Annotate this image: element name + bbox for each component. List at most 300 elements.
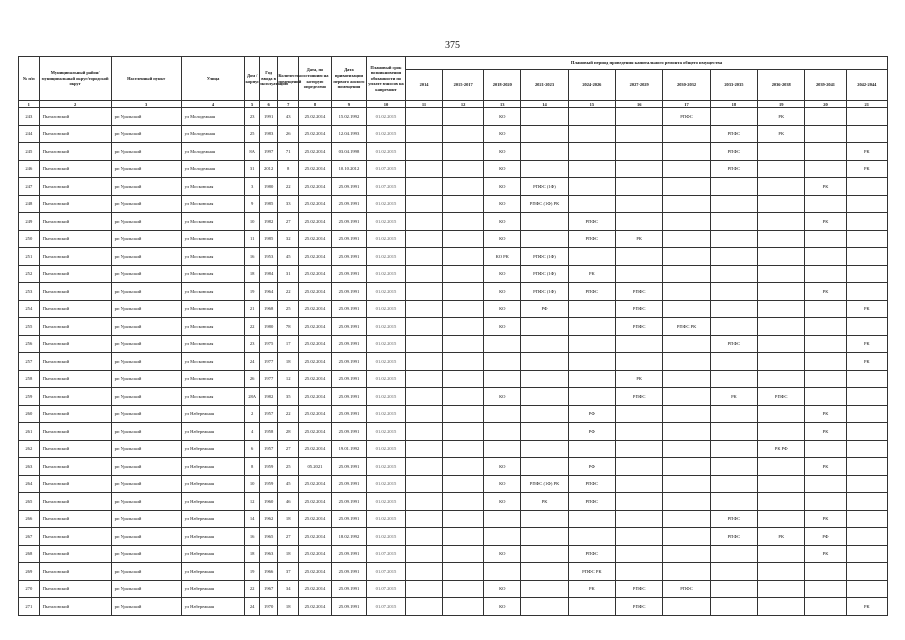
cell-date-privatization: 25.09.1991 [331, 265, 366, 283]
cell-settlement: рп Уральский [111, 388, 181, 406]
cell-settlement: рп Уральский [111, 493, 181, 511]
cell-plan-2024-2026 [568, 143, 615, 161]
cell-plan-2014 [406, 458, 443, 476]
table-row [19, 230, 888, 248]
cell-plan-2015-2017 [443, 300, 484, 318]
cell-plan-2033-2035: РПФС [710, 510, 757, 528]
cell-plan-2015-2017 [443, 353, 484, 371]
cell-plan-2021-2023 [521, 563, 568, 581]
cell-plan-period: 01.07.2015 [366, 563, 405, 581]
cell-date-state: 25.02.2014 [298, 423, 331, 441]
cell-plan-2036-2038 [758, 458, 805, 476]
cell-plan-2015-2017 [443, 458, 484, 476]
cell-plan-2033-2035 [710, 405, 757, 423]
table-row [19, 475, 888, 493]
cell-plan-period: 01.02.2015 [366, 300, 405, 318]
table-row [19, 545, 888, 563]
cell-plan-2018-2020: КО [484, 388, 521, 406]
cell-number: 254 [19, 300, 40, 318]
cell-year: 1957 [259, 405, 278, 423]
cell-street: ул Набережная [181, 528, 245, 546]
cell-date-state: 25.02.2014 [298, 335, 331, 353]
table-row [19, 318, 888, 336]
cell-municipality: Пыталовский [39, 178, 111, 196]
cell-plan-period: 01.02.2015 [366, 248, 405, 266]
table-row [19, 405, 888, 423]
table-row [19, 248, 888, 266]
cell-plan-2018-2020: КО [484, 475, 521, 493]
cell-street: ул Набережная [181, 545, 245, 563]
cell-date-state: 25.02.2014 [298, 545, 331, 563]
cell-plan-2021-2023: РК [521, 493, 568, 511]
cell-date-state: 25.02.2014 [298, 510, 331, 528]
cell-plan-2018-2020: КО [484, 108, 521, 126]
cell-street: ул Набережная [181, 580, 245, 598]
cell-date-state: 05.2021 [298, 458, 331, 476]
cell-date-state: 25.02.2014 [298, 195, 331, 213]
cell-plan-2027-2029 [616, 335, 663, 353]
cell-plan-2024-2026 [568, 510, 615, 528]
cell-plan-2015-2017 [443, 335, 484, 353]
cell-date-privatization: 25.09.1991 [331, 475, 366, 493]
cell-plan-2014 [406, 178, 443, 196]
cell-plan-2042-2044 [846, 265, 887, 283]
cell-plan-2039-2041: РК [805, 178, 846, 196]
cell-plan-2014 [406, 265, 443, 283]
cell-house: 8 [245, 458, 259, 476]
header-plan-group: Плановый период проведения капитального ремонта общего имущества [406, 57, 888, 70]
cell-settlement: рп Уральский [111, 580, 181, 598]
cell-plan-2021-2023 [521, 125, 568, 143]
cell-plan-2039-2041: РК [805, 283, 846, 301]
cell-date-privatization: 15.02.1992 [331, 108, 366, 126]
cell-house: 4 [245, 423, 259, 441]
header-period: 2024-2026 [568, 70, 615, 101]
cell-plan-2021-2023 [521, 458, 568, 476]
cell-date-privatization: 25.09.1991 [331, 178, 366, 196]
cell-plan-2024-2026 [568, 388, 615, 406]
cell-plan-2014 [406, 318, 443, 336]
cell-municipality: Пыталовский [39, 265, 111, 283]
cell-plan-2042-2044: РК [846, 335, 887, 353]
cell-plan-2021-2023 [521, 545, 568, 563]
cell-plan-2033-2035 [710, 563, 757, 581]
cell-plan-2014 [406, 213, 443, 231]
cell-plan-2014 [406, 528, 443, 546]
cell-plan-2039-2041 [805, 598, 846, 616]
cell-plan-2036-2038 [758, 493, 805, 511]
cell-date-state: 25.02.2014 [298, 475, 331, 493]
cell-plan-2033-2035 [710, 108, 757, 126]
cell-apartments: 27 [278, 213, 299, 231]
cell-plan-2030-2032 [663, 405, 710, 423]
cell-plan-2033-2035 [710, 248, 757, 266]
cell-plan-2033-2035: РПФС [710, 143, 757, 161]
cell-municipality: Пыталовский [39, 458, 111, 476]
cell-municipality: Пыталовский [39, 580, 111, 598]
cell-plan-2027-2029 [616, 248, 663, 266]
cell-plan-2036-2038 [758, 563, 805, 581]
cell-plan-2030-2032 [663, 440, 710, 458]
cell-apartments: 45 [278, 248, 299, 266]
cell-number: 267 [19, 528, 40, 546]
cell-plan-2021-2023: РПФС (1Ф) [521, 265, 568, 283]
cell-house: 2 [245, 405, 259, 423]
cell-date-privatization: 25.09.1991 [331, 405, 366, 423]
cell-plan-2039-2041: РК [805, 510, 846, 528]
cell-settlement: рп Уральский [111, 528, 181, 546]
cell-plan-period: 01.02.2015 [366, 458, 405, 476]
header-period: 2015-2017 [443, 70, 484, 101]
cell-plan-2014 [406, 283, 443, 301]
cell-plan-2030-2032: РПФС [663, 108, 710, 126]
cell-plan-2024-2026 [568, 353, 615, 371]
table-row [19, 370, 888, 388]
table-row [19, 178, 888, 196]
cell-settlement: рп Уральский [111, 318, 181, 336]
cell-date-privatization: 12.04.1993 [331, 125, 366, 143]
cell-plan-2014 [406, 370, 443, 388]
cell-number: 256 [19, 335, 40, 353]
cell-plan-2021-2023 [521, 388, 568, 406]
cell-plan-2027-2029 [616, 563, 663, 581]
cell-plan-2033-2035 [710, 580, 757, 598]
cell-apartments: 17 [278, 335, 299, 353]
cell-plan-2027-2029: РПФС [616, 598, 663, 616]
cell-date-privatization: 25.09.1991 [331, 563, 366, 581]
cell-settlement: рп Уральский [111, 458, 181, 476]
cell-plan-2036-2038 [758, 143, 805, 161]
cell-plan-2039-2041 [805, 143, 846, 161]
cell-house: 10 [245, 213, 259, 231]
cell-date-state: 25.02.2014 [298, 283, 331, 301]
cell-plan-2039-2041 [805, 265, 846, 283]
cell-plan-2036-2038 [758, 283, 805, 301]
cell-plan-2015-2017 [443, 423, 484, 441]
cell-plan-2042-2044 [846, 493, 887, 511]
cell-street: ул Московская [181, 230, 245, 248]
cell-plan-2018-2020: КО [484, 160, 521, 178]
cell-house: 14 [245, 510, 259, 528]
cell-plan-2024-2026: РК [568, 580, 615, 598]
cell-plan-2021-2023: РПФС (1Ф) РК [521, 475, 568, 493]
cell-year: 1977 [259, 353, 278, 371]
header-date-privatization: Дата приватизации первого жилого помещения [331, 57, 366, 101]
cell-municipality: Пыталовский [39, 510, 111, 528]
cell-plan-2033-2035 [710, 545, 757, 563]
cell-plan-2024-2026 [568, 440, 615, 458]
cell-plan-period: 01.02.2015 [366, 510, 405, 528]
cell-settlement: рп Уральский [111, 475, 181, 493]
cell-house: 8А [245, 143, 259, 161]
table-row [19, 125, 888, 143]
cell-plan-period: 01.07.2015 [366, 598, 405, 616]
cell-municipality: Пыталовский [39, 160, 111, 178]
cell-plan-period: 01.02.2015 [366, 423, 405, 441]
cell-plan-2036-2038 [758, 248, 805, 266]
header-period: 2042-2044 [846, 70, 887, 101]
cell-plan-2030-2032 [663, 423, 710, 441]
cell-settlement: рп Уральский [111, 125, 181, 143]
cell-plan-2015-2017 [443, 563, 484, 581]
cell-plan-2036-2038 [758, 160, 805, 178]
cell-plan-2042-2044 [846, 248, 887, 266]
cell-house: 24 [245, 353, 259, 371]
cell-settlement: рп Уральский [111, 563, 181, 581]
cell-year: 1968 [259, 300, 278, 318]
cell-plan-2036-2038 [758, 353, 805, 371]
cell-house: 16 [245, 248, 259, 266]
cell-house: 21 [245, 300, 259, 318]
cell-plan-2027-2029: РК [616, 230, 663, 248]
cell-plan-2042-2044 [846, 318, 887, 336]
cell-house: 10 [245, 475, 259, 493]
cell-plan-2021-2023 [521, 423, 568, 441]
cell-number: 266 [19, 510, 40, 528]
cell-street: ул Набережная [181, 598, 245, 616]
cell-plan-2018-2020: КО [484, 598, 521, 616]
column-index: 4 [181, 101, 245, 108]
cell-plan-2027-2029 [616, 510, 663, 528]
cell-municipality: Пыталовский [39, 300, 111, 318]
cell-municipality: Пыталовский [39, 195, 111, 213]
cell-plan-period: 01.02.2015 [366, 143, 405, 161]
cell-settlement: рп Уральский [111, 545, 181, 563]
cell-number: 246 [19, 160, 40, 178]
cell-plan-2021-2023 [521, 230, 568, 248]
cell-year: 1984 [259, 265, 278, 283]
cell-street: ул Набережная [181, 458, 245, 476]
cell-plan-2030-2032 [663, 248, 710, 266]
cell-settlement: рп Уральский [111, 370, 181, 388]
cell-plan-2027-2029: РПФС [616, 388, 663, 406]
cell-apartments: 12 [278, 370, 299, 388]
cell-plan-2042-2044 [846, 405, 887, 423]
cell-apartments: 25 [278, 458, 299, 476]
cell-date-state: 25.02.2014 [298, 493, 331, 511]
cell-number: 252 [19, 265, 40, 283]
cell-plan-2027-2029 [616, 440, 663, 458]
cell-plan-2024-2026: РФ [568, 405, 615, 423]
cell-street: ул Набережная [181, 440, 245, 458]
cell-house: 23 [245, 335, 259, 353]
cell-plan-2030-2032 [663, 545, 710, 563]
cell-street: ул Московская [181, 195, 245, 213]
cell-date-state: 25.02.2014 [298, 300, 331, 318]
cell-plan-period: 01.02.2015 [366, 405, 405, 423]
cell-plan-2018-2020: КО [484, 300, 521, 318]
cell-plan-2021-2023: РФ [521, 300, 568, 318]
cell-plan-2042-2044 [846, 475, 887, 493]
cell-plan-2018-2020 [484, 423, 521, 441]
cell-street: ул Московская [181, 388, 245, 406]
cell-municipality: Пыталовский [39, 230, 111, 248]
cell-plan-2030-2032 [663, 178, 710, 196]
cell-number: 264 [19, 475, 40, 493]
cell-plan-2033-2035: РПФС [710, 528, 757, 546]
header-period: 2030-2032 [663, 70, 710, 101]
cell-plan-2036-2038: РК РФ [758, 440, 805, 458]
cell-plan-period: 01.02.2015 [366, 318, 405, 336]
cell-apartments: 22 [278, 405, 299, 423]
cell-plan-2027-2029 [616, 265, 663, 283]
cell-municipality: Пыталовский [39, 143, 111, 161]
cell-plan-2021-2023 [521, 580, 568, 598]
cell-plan-2039-2041 [805, 353, 846, 371]
table-row [19, 213, 888, 231]
cell-year: 1965 [259, 528, 278, 546]
cell-plan-2027-2029 [616, 178, 663, 196]
cell-year: 1991 [259, 108, 278, 126]
cell-plan-period: 01.07.2015 [366, 545, 405, 563]
cell-municipality: Пыталовский [39, 545, 111, 563]
cell-plan-period: 01.02.2015 [366, 213, 405, 231]
cell-plan-2021-2023 [521, 213, 568, 231]
cell-number: 248 [19, 195, 40, 213]
column-index: 15 [568, 101, 615, 108]
cell-number: 245 [19, 143, 40, 161]
cell-plan-2030-2032 [663, 195, 710, 213]
cell-date-privatization: 25.09.1991 [331, 283, 366, 301]
page-number: 375 [445, 40, 460, 51]
cell-street: ул Молодежная [181, 143, 245, 161]
cell-plan-2024-2026: РФ [568, 423, 615, 441]
cell-plan-2042-2044 [846, 213, 887, 231]
capital-repair-table-container [18, 56, 888, 616]
cell-date-state: 25.02.2014 [298, 213, 331, 231]
cell-settlement: рп Уральский [111, 195, 181, 213]
cell-settlement: рп Уральский [111, 213, 181, 231]
table-row [19, 160, 888, 178]
header-settlement: Населенный пункт [111, 57, 181, 101]
table-row [19, 440, 888, 458]
header-num: № п/п [19, 57, 40, 101]
cell-plan-2024-2026: РПФС [568, 283, 615, 301]
cell-plan-2042-2044: РК [846, 300, 887, 318]
cell-street: ул Набережная [181, 510, 245, 528]
cell-plan-2014 [406, 545, 443, 563]
header-street: Улица [181, 57, 245, 101]
cell-year: 1997 [259, 143, 278, 161]
cell-plan-2030-2032 [663, 160, 710, 178]
cell-plan-2024-2026: РПФС [568, 545, 615, 563]
cell-apartments: 43 [278, 108, 299, 126]
cell-plan-2030-2032 [663, 458, 710, 476]
cell-plan-2014 [406, 580, 443, 598]
cell-plan-2039-2041 [805, 160, 846, 178]
cell-municipality: Пыталовский [39, 318, 111, 336]
cell-plan-2042-2044 [846, 370, 887, 388]
cell-plan-2036-2038 [758, 405, 805, 423]
cell-year: 1977 [259, 370, 278, 388]
table-row [19, 598, 888, 616]
cell-plan-2021-2023 [521, 160, 568, 178]
cell-date-state: 25.02.2014 [298, 125, 331, 143]
cell-plan-2027-2029 [616, 160, 663, 178]
cell-plan-period: 01.02.2015 [366, 353, 405, 371]
cell-apartments: 34 [278, 580, 299, 598]
cell-plan-2024-2026: РПФС РК [568, 563, 615, 581]
header-period: 2027-2029 [616, 70, 663, 101]
cell-plan-2039-2041 [805, 318, 846, 336]
column-index: 1 [19, 101, 40, 108]
cell-street: ул Набережная [181, 493, 245, 511]
cell-plan-2030-2032 [663, 528, 710, 546]
cell-plan-2015-2017 [443, 108, 484, 126]
cell-street: ул Московская [181, 353, 245, 371]
cell-plan-2018-2020: КО РК [484, 248, 521, 266]
cell-plan-2030-2032 [663, 335, 710, 353]
column-index: 20 [805, 101, 846, 108]
cell-plan-2042-2044 [846, 178, 887, 196]
cell-plan-2030-2032 [663, 125, 710, 143]
cell-plan-2018-2020: КО [484, 545, 521, 563]
cell-plan-2042-2044 [846, 580, 887, 598]
cell-plan-2030-2032: РПФС [663, 580, 710, 598]
cell-plan-2033-2035 [710, 493, 757, 511]
cell-date-privatization: 25.09.1991 [331, 580, 366, 598]
cell-plan-2015-2017 [443, 195, 484, 213]
cell-plan-2039-2041 [805, 300, 846, 318]
table-row [19, 143, 888, 161]
cell-year: 1959 [259, 475, 278, 493]
column-index-row [19, 101, 888, 108]
cell-plan-2015-2017 [443, 475, 484, 493]
cell-date-state: 25.02.2014 [298, 563, 331, 581]
cell-plan-2039-2041: РК [805, 423, 846, 441]
cell-date-state: 25.02.2014 [298, 370, 331, 388]
cell-plan-2033-2035: РПФС [710, 335, 757, 353]
header-year: Год ввода в эксплуатацию [259, 57, 278, 101]
cell-plan-2018-2020: КО [484, 178, 521, 196]
cell-plan-2021-2023 [521, 405, 568, 423]
cell-plan-2042-2044 [846, 230, 887, 248]
cell-date-privatization: 25.09.1991 [331, 423, 366, 441]
cell-apartments: 35 [278, 388, 299, 406]
cell-plan-2039-2041 [805, 493, 846, 511]
header-apartments: Количество помещений [278, 57, 299, 101]
cell-plan-2024-2026: РПФС [568, 213, 615, 231]
cell-plan-2036-2038: РПФС [758, 388, 805, 406]
cell-municipality: Пыталовский [39, 475, 111, 493]
cell-plan-2015-2017 [443, 388, 484, 406]
cell-plan-2024-2026 [568, 248, 615, 266]
table-row [19, 353, 888, 371]
cell-plan-2018-2020: КО [484, 265, 521, 283]
cell-date-privatization: 25.09.1991 [331, 370, 366, 388]
cell-plan-2036-2038 [758, 580, 805, 598]
cell-number: 262 [19, 440, 40, 458]
cell-plan-2042-2044 [846, 458, 887, 476]
header-period: 2039-2041 [805, 70, 846, 101]
cell-plan-2018-2020 [484, 440, 521, 458]
cell-plan-2014 [406, 353, 443, 371]
cell-apartments: 18 [278, 353, 299, 371]
column-index: 8 [298, 101, 331, 108]
cell-number: 244 [19, 125, 40, 143]
cell-plan-2018-2020: КО [484, 493, 521, 511]
cell-plan-2015-2017 [443, 493, 484, 511]
cell-plan-2014 [406, 563, 443, 581]
header-period: 2021-2023 [521, 70, 568, 101]
cell-plan-2024-2026 [568, 300, 615, 318]
cell-plan-2042-2044 [846, 563, 887, 581]
cell-house: 24 [245, 598, 259, 616]
cell-plan-2015-2017 [443, 143, 484, 161]
cell-street: ул Московская [181, 265, 245, 283]
cell-plan-2039-2041: РК [805, 545, 846, 563]
cell-settlement: рп Уральский [111, 440, 181, 458]
